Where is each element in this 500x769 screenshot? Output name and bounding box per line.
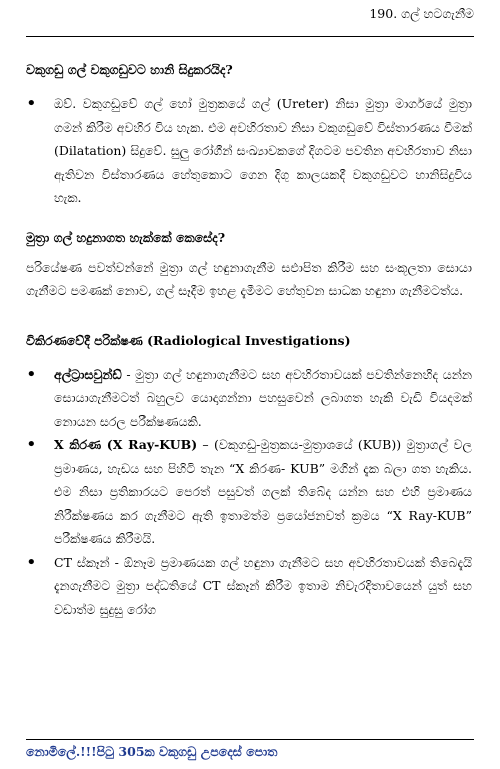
list-item <box>26 92 472 210</box>
bullet-icon: • <box>26 551 37 573</box>
section-question: විකිරණවේදී පරික්ෂණ (Radiological Investigations) <box>26 332 351 348</box>
bullet-list <box>26 363 472 622</box>
section-paragraph: පරියේෂණ පවත්වන්නේ මුත්‍රා ගල් හඳුනාගැනීම සඵාපිත කිරීම සහ සංකූලතා සොයා ගැනීමට පමණක් නොව, ගල් සෑදීම ඉහළ දැමීමට හේතුවන සාධක හඳුනා ගැනීමටත්ය. <box>26 259 472 298</box>
list-item <box>26 433 472 551</box>
page-header: 190. ගල් හටගැනීම <box>369 6 474 21</box>
bullet-list <box>26 92 472 210</box>
footer-rule <box>26 739 474 740</box>
bullet-icon: • <box>26 93 37 114</box>
list-item <box>26 551 472 622</box>
page-content <box>26 62 472 621</box>
list-item-text: CT ස්කෑන් - ඕනෑම ප්‍රමාණයක ගල් හඳුනා ගැනීමට සහ අවහිරතාවයක් තිබෙදැයි දැනගැනීමට මුත්‍රා පද්ධතියේ CT ස්කෑන් කිරීම ඉතාම නිවැරදිතාවයෙන් යුත් සහ වඩාත්ම සුදුසු රෝග <box>54 554 472 617</box>
bullet-icon: • <box>26 434 37 455</box>
list-item <box>26 363 472 434</box>
list-item-text: – (වකුගඩු-මුත්‍රකය-මුත්‍රාශයේ (KUB)) මුත්‍රාගල් වල ප්‍රමාණය, හැඩය සහ පිහිටි තැන “X කිරණ- KUB” මගින් දැක බලා ගත හැකිය. එම නිසා ප්‍රතිකාරයට පෙරත් පසුවත් ගලක් තිබේද යන්න සහ එහි ප්‍රමාණය නිරීක්ෂණය කර ගැනීමට ඇති ඉතාමත්ම ප්‍රයෝජනවත් ක්‍රමය “X Ray-KUB” පරීක්ෂණය කිරීමයි. <box>54 437 472 546</box>
section-question: මුත්‍රා ගල් හදුනාගත හැක්කේ කෙසේද? <box>26 229 226 245</box>
term-label: X කිරණ (X Ray-KUB) <box>54 437 198 452</box>
list-item-text: - මුත්‍රා ගල් හඳුනාගැනීමට සහ අවහිරතාවයක් පවතින්නෙහිද යන්න සොයාගැනීමටත් බහුලව යොදාගන්නා පහසුවෙන් ලබාගත හැකි වැඩි වියදමක් නොයන සරල පරීක්ෂණයකි. <box>54 366 472 429</box>
bullet-icon: • <box>26 363 37 385</box>
section-question: වකුගඩු ගල් වකුගඩුවට හානි සිදුකරයිද? <box>26 62 233 77</box>
header-rule <box>26 36 474 37</box>
list-item-text: ඔව්. වකුගඩුවේ ගල් හෝ මුත්‍රකයේ ගල් (Ureter) නිසා මුත්‍රා මාර්ගයේ මුත්‍රා ගමන් කිරීම අවහිර විය හැක. එම අවහිරතාව නිසා වකුගඩුවේ විස්තාරණය වීමක් (Dilatation) සිදුවේ. සුලු රෝගීන් සංඛ්‍යාවකගේ දිගටම පවතින අවහිරතාව නිසා ඇතිවන විස්තාරණය හේතුකොට ගෙන දිගු කාලයකදී වකුගඩුවට හානිසිදුවිය හැක. <box>54 96 472 205</box>
footer-text: නොමිලේ.!!!පිටු 305ක වකුගඩු උපදෙස් පොත <box>26 744 278 759</box>
term-label: අල්ට්‍රාසවුන්ඩ් <box>54 366 122 382</box>
